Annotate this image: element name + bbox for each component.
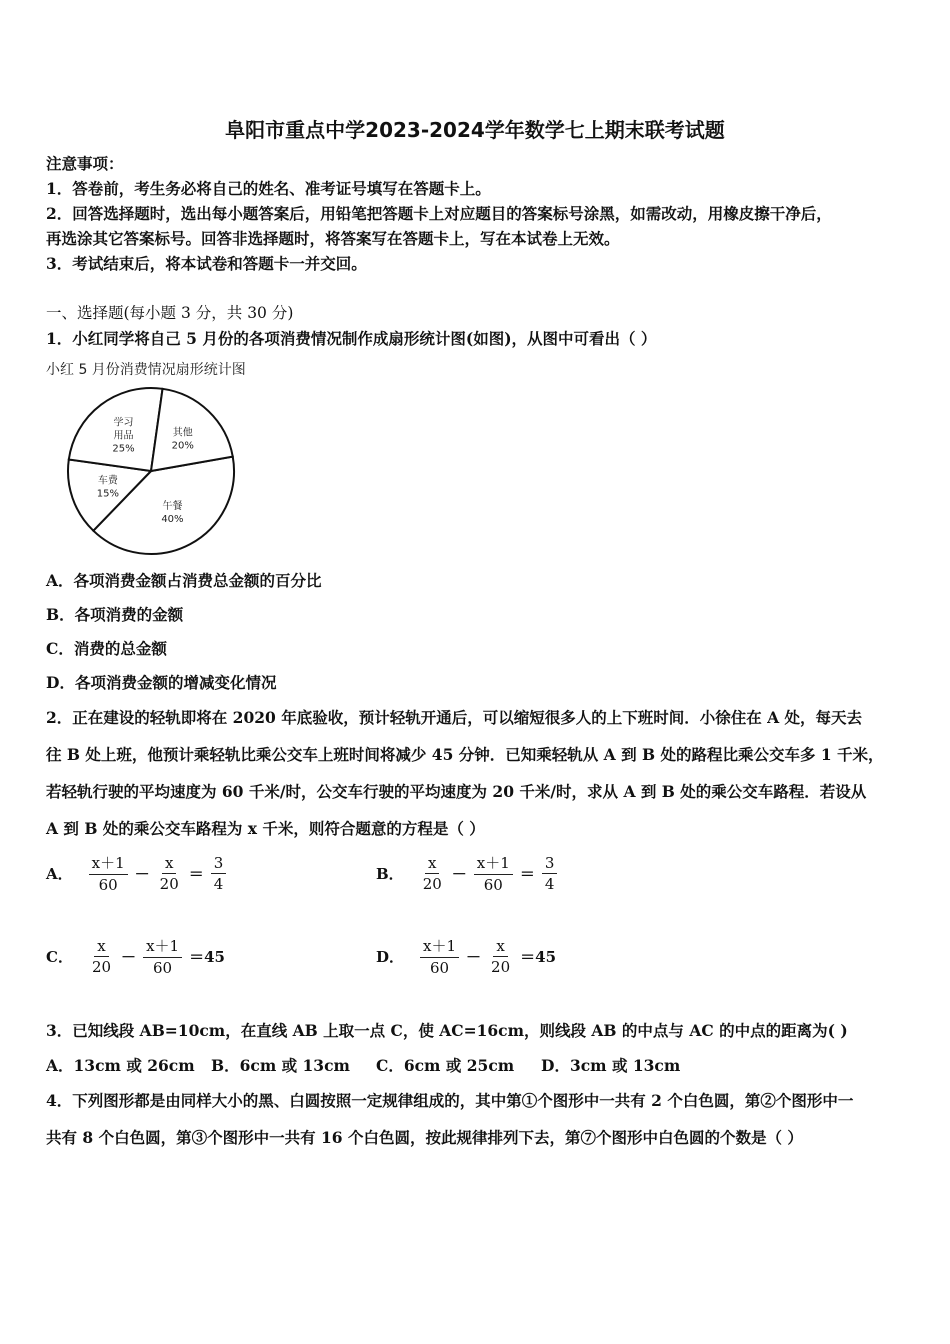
option-label: B．: [376, 864, 404, 883]
minus-sign: －: [121, 947, 137, 966]
fraction: [89, 852, 128, 894]
q2-option-a: [46, 852, 230, 894]
numerator: x＋1: [143, 935, 182, 958]
denominator: 60: [153, 959, 173, 977]
denominator: 20: [422, 874, 442, 893]
equals-sign: ＝: [519, 864, 535, 883]
equals-sign: ＝: [188, 864, 204, 883]
option-label: C．: [46, 947, 73, 966]
q1-option-b: B．各项消费的金额: [46, 605, 184, 624]
pie-slice-percent: 20%: [171, 440, 194, 452]
equation-rhs: ＝45: [189, 947, 225, 966]
q2-option-d: [376, 935, 559, 977]
numerator: x＋1: [89, 852, 128, 875]
minus-sign: －: [134, 864, 150, 883]
q3-option-a: A．13cm 或 26cm: [46, 1056, 195, 1075]
q3-option-d: D．3cm 或 13cm: [541, 1056, 681, 1075]
fraction: [420, 854, 445, 893]
fraction: [542, 854, 558, 893]
numerator: x＋1: [420, 935, 459, 958]
pie-slice-percent: 40%: [161, 513, 184, 525]
pie-slice-label: 午餐: [162, 500, 183, 512]
fraction: [143, 935, 182, 977]
fraction: [474, 852, 513, 894]
fraction: [89, 937, 114, 976]
chart-title: 小红 5 月份消费情况扇形统计图: [46, 362, 246, 378]
q3-option-b: B．6cm 或 13cm: [211, 1056, 350, 1075]
q3-option-c: C．6cm 或 25cm: [376, 1056, 515, 1075]
q2-line: 若轻轨行驶的平均速度为 60 千米/时，公交车行驶的平均速度为 20 千米/时，求从 A 到 B 处的乘公交车路程．若设从: [46, 782, 867, 801]
q2-option-c: [46, 935, 228, 977]
q3-stem: 3．已知线段 AB=10cm，在直线 AB 上取一点 C，使 AC=16cm，则线段 AB 的中点与 AC 的中点的距离为( ): [46, 1021, 848, 1040]
pie-slice-percent: 15%: [96, 488, 119, 500]
q1-option-d: D．各项消费金额的增减变化情况: [46, 673, 277, 692]
q1-stem: 1．小红同学将自己 5 月份的各项消费情况制作成扇形统计图(如图)，从图中可看出（ ）: [46, 329, 657, 348]
pie-slice-label: 其他: [172, 427, 193, 439]
q1-option-c: C．消费的总金额: [46, 639, 167, 658]
option-label: A．: [46, 864, 73, 883]
notice-heading: 注意事项：: [46, 154, 124, 173]
q2-line: 2．正在建设的轻轨即将在 2020 年底验收，预计轻轨开通后，可以缩短很多人的上下班时间．小徐住在 A 处，每天去: [46, 708, 863, 727]
pie-slice-label: 车费: [97, 475, 118, 487]
numerator: x: [94, 937, 108, 957]
notice-item: 1．答卷前，考生务必将自己的姓名、准考证号填写在答题卡上。: [46, 179, 491, 198]
pie-chart: [60, 380, 250, 560]
q4-line: 4．下列图形都是由同样大小的黑、白圆按照一定规律组成的，其中第①个图形中一共有 2 个白色圆，第②个图形中一: [46, 1091, 854, 1110]
numerator: x＋1: [474, 852, 513, 875]
numerator: x: [493, 937, 507, 957]
denominator: 4: [213, 874, 224, 893]
q4-line: 共有 8 个白色圆，第③个图形中一共有 16 个白色圆，按此规律排列下去，第⑦个图形中白色圆的个数是（ ）: [46, 1128, 803, 1147]
pie-slice-label: 学习: [113, 417, 134, 429]
pie-slice: [69, 388, 163, 471]
equation-rhs: ＝45: [520, 947, 557, 966]
numerator: x: [162, 854, 176, 874]
fraction: [420, 935, 459, 977]
numerator: 3: [542, 854, 558, 874]
option-label: D．: [376, 947, 405, 966]
pie-slice-label: 用品: [113, 430, 134, 442]
numerator: 3: [211, 854, 227, 874]
fraction: [157, 854, 182, 893]
q2-line: A 到 B 处的乘公交车路程为 x 千米，则符合题意的方程是（ ）: [46, 819, 485, 838]
q2-option-b: [376, 852, 561, 894]
denominator: 20: [91, 957, 112, 976]
denominator: 20: [159, 874, 179, 893]
denominator: 20: [491, 957, 511, 976]
notice-item: 再选涂其它答案标号。回答非选择题时，将答案写在答题卡上，写在本试卷上无效。: [46, 229, 620, 248]
q2-line: 往 B 处上班，他预计乘轻轨比乘公交车上班时间将减少 45 分钟．已知乘轻轨从 A 到 B 处的路程比乘公交车多 1 千米，: [46, 745, 884, 764]
q1-option-a: A．各项消费金额占消费总金额的百分比: [46, 571, 322, 590]
denominator: 60: [98, 876, 118, 894]
denominator: 60: [429, 959, 450, 977]
fraction: [488, 937, 513, 976]
numerator: x: [425, 854, 439, 874]
minus-sign: －: [451, 864, 467, 883]
notice-item: 2．回答选择题时，选出每小题答案后，用铅笔把答题卡上对应题目的答案标号涂黑，如需改动，用橡皮擦干净后，: [46, 204, 832, 223]
section-heading: 一、选择题(每小题 3 分，共 30 分): [46, 304, 294, 322]
minus-sign: －: [466, 947, 482, 966]
fraction: [211, 854, 227, 893]
notice-item: 3．考试结束后，将本试卷和答题卡一并交回。: [46, 254, 367, 273]
pie-slice-percent: 25%: [112, 443, 135, 455]
denominator: 4: [544, 874, 555, 893]
denominator: 60: [483, 876, 503, 894]
page-title: 阜阳市重点中学2023-2024学年数学七上期末联考试题: [225, 118, 725, 142]
